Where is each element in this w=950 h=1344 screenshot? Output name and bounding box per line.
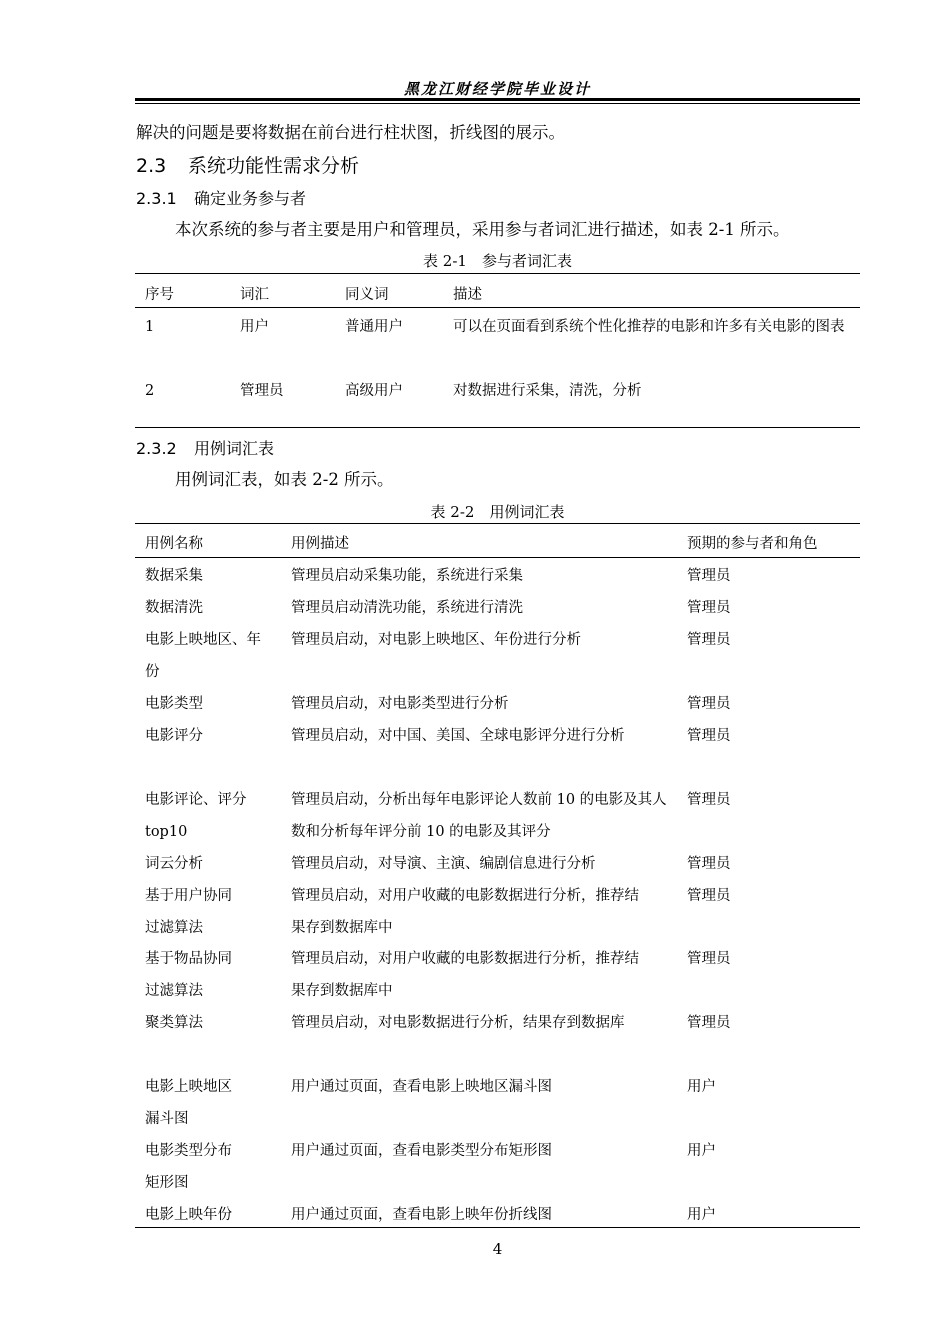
table-2-2-cell: 用户 [687, 1207, 716, 1223]
table-2-2-cell: 基于用户协同过滤算法 [145, 888, 232, 936]
table-2-1-cell: 管理员 [240, 383, 284, 399]
table-2-2-cell: 管理员 [687, 792, 731, 808]
table-2-1-header-index: 序号 [145, 287, 174, 303]
table-2-2-cell: 管理员启动采集功能，系统进行采集 [291, 568, 523, 584]
table-2-2-cell: 管理员 [687, 951, 731, 967]
table-2-2-cell: 用户 [687, 1143, 716, 1159]
table-2-2-cell: 用户通过页面，查看电影上映地区漏斗图 [291, 1079, 552, 1095]
table-2-2-cell: 管理员启动，对电影类型进行分析 [291, 696, 509, 712]
table-2-2-cell: 管理员启动，分析出每年电影评论人数前 10 的电影及其人数和分析每年评分前 10 的电影及其评分 [291, 792, 667, 840]
table-2-2-bottom-rule [135, 1227, 860, 1228]
section-number: 2.3 [136, 155, 167, 177]
table-2-2-header-description: 用例描述 [291, 536, 349, 552]
intro-line: 解决的问题是要将数据在前台进行柱状图，折线图的展示。 [136, 123, 565, 142]
table-2-1-header-term: 词汇 [240, 287, 269, 303]
table-2-2-cell: 管理员启动，对电影数据进行分析，结果存到数据库 [291, 1015, 625, 1031]
table-2-1-cell: 用户 [240, 319, 269, 335]
table-2-2-header-role: 预期的参与者和角色 [687, 536, 818, 552]
table-2-2-cell: 用户通过页面，查看电影上映年份折线图 [291, 1207, 552, 1223]
table-2-2-cell: 数据清洗 [145, 600, 203, 616]
table-2-2-cell: 管理员 [687, 600, 731, 616]
table-2-1-cell: 普通用户 [345, 319, 403, 335]
table-2-1-cell: 对数据进行采集，清洗，分析 [453, 383, 642, 399]
table-2-2-cell: 电影上映年份 [145, 1207, 232, 1223]
table-2-2-caption: 表 2-2 用例词汇表 [430, 503, 565, 521]
table-2-2-cell: 电影评分 [145, 728, 203, 744]
table-2-2-cell: 聚类算法 [145, 1015, 203, 1031]
table-2-1-cell: 可以在页面看到系统个性化推荐的电影和许多有关电影的图表 [453, 319, 845, 335]
table-2-2-cell: 管理员启动，对导演、主演、编剧信息进行分析 [291, 856, 596, 872]
table-2-2-cell: 基于物品协同过滤算法 [145, 951, 232, 999]
table-2-1-cell: 2 [145, 383, 155, 399]
section-2-3-1-paragraph: 本次系统的参与者主要是用户和管理员，采用参与者词汇进行描述，如表 2-1 所示。 [175, 220, 790, 239]
table-2-2-cell: 管理员启动，对用户收藏的电影数据进行分析，推荐结果存到数据库中 [291, 888, 639, 936]
table-2-2-cell: 管理员 [687, 856, 731, 872]
table-2-1-bottom-rule [135, 427, 860, 428]
section-title: 系统功能性需求分析 [188, 155, 360, 177]
table-2-2-cell: 电影上映地区、年份 [145, 632, 261, 680]
table-2-2-cell: 管理员 [687, 728, 731, 744]
page-number: 4 [492, 1240, 503, 1258]
table-2-1-header-description: 描述 [453, 287, 482, 303]
table-2-2-cell: 电影评论、评分 top10 [145, 792, 247, 840]
table-2-2-cell: 管理员启动，对用户收藏的电影数据进行分析，推荐结果存到数据库中 [291, 951, 639, 999]
table-2-1-header-rule [135, 307, 860, 308]
table-2-2-header-name: 用例名称 [145, 536, 203, 552]
section-number: 2.3.2 [136, 439, 177, 458]
section-2-3-2-paragraph: 用例词汇表，如表 2-2 所示。 [175, 470, 394, 489]
table-2-2-cell: 管理员启动，对电影上映地区、年份进行分析 [291, 632, 581, 648]
table-2-2-cell: 电影类型 [145, 696, 203, 712]
section-heading-2-3-1 [136, 186, 306, 209]
table-2-1-caption: 表 2-1 参与者词汇表 [423, 252, 572, 270]
section-title: 用例词汇表 [194, 439, 275, 458]
section-heading-2-3-2 [136, 436, 274, 459]
header-rule-thick [135, 98, 860, 101]
table-2-2-cell: 管理员 [687, 632, 731, 648]
table-2-2-cell: 管理员 [687, 696, 731, 712]
table-2-1-cell: 1 [145, 319, 155, 335]
table-2-2-cell: 管理员 [687, 888, 731, 904]
table-2-2-top-rule [135, 523, 860, 524]
table-2-1-cell: 高级用户 [345, 383, 403, 399]
section-heading-2-3 [136, 151, 359, 178]
table-2-2-cell: 用户 [687, 1079, 716, 1095]
table-2-1-header-synonym: 同义词 [345, 287, 389, 303]
page-header-title: 黑龙江财经学院毕业设计 [403, 80, 591, 98]
table-2-1-top-rule [135, 273, 860, 274]
header-rule-thin [135, 103, 860, 104]
section-number: 2.3.1 [136, 189, 177, 208]
table-2-2-cell: 管理员 [687, 1015, 731, 1031]
table-2-2-cell: 用户通过页面，查看电影类型分布矩形图 [291, 1143, 552, 1159]
table-2-2-cell: 数据采集 [145, 568, 203, 584]
table-2-2-cell: 电影上映地区漏斗图 [145, 1079, 232, 1127]
table-2-2-cell: 电影类型分布矩形图 [145, 1143, 232, 1191]
table-2-2-cell: 管理员 [687, 568, 731, 584]
table-2-2-header-rule [135, 557, 860, 558]
table-2-2-cell: 管理员启动清洗功能，系统进行清洗 [291, 600, 523, 616]
table-2-2-cell: 管理员启动，对中国、美国、全球电影评分进行分析 [291, 728, 625, 744]
table-2-2-cell: 词云分析 [145, 856, 203, 872]
section-title: 确定业务参与者 [194, 189, 307, 208]
